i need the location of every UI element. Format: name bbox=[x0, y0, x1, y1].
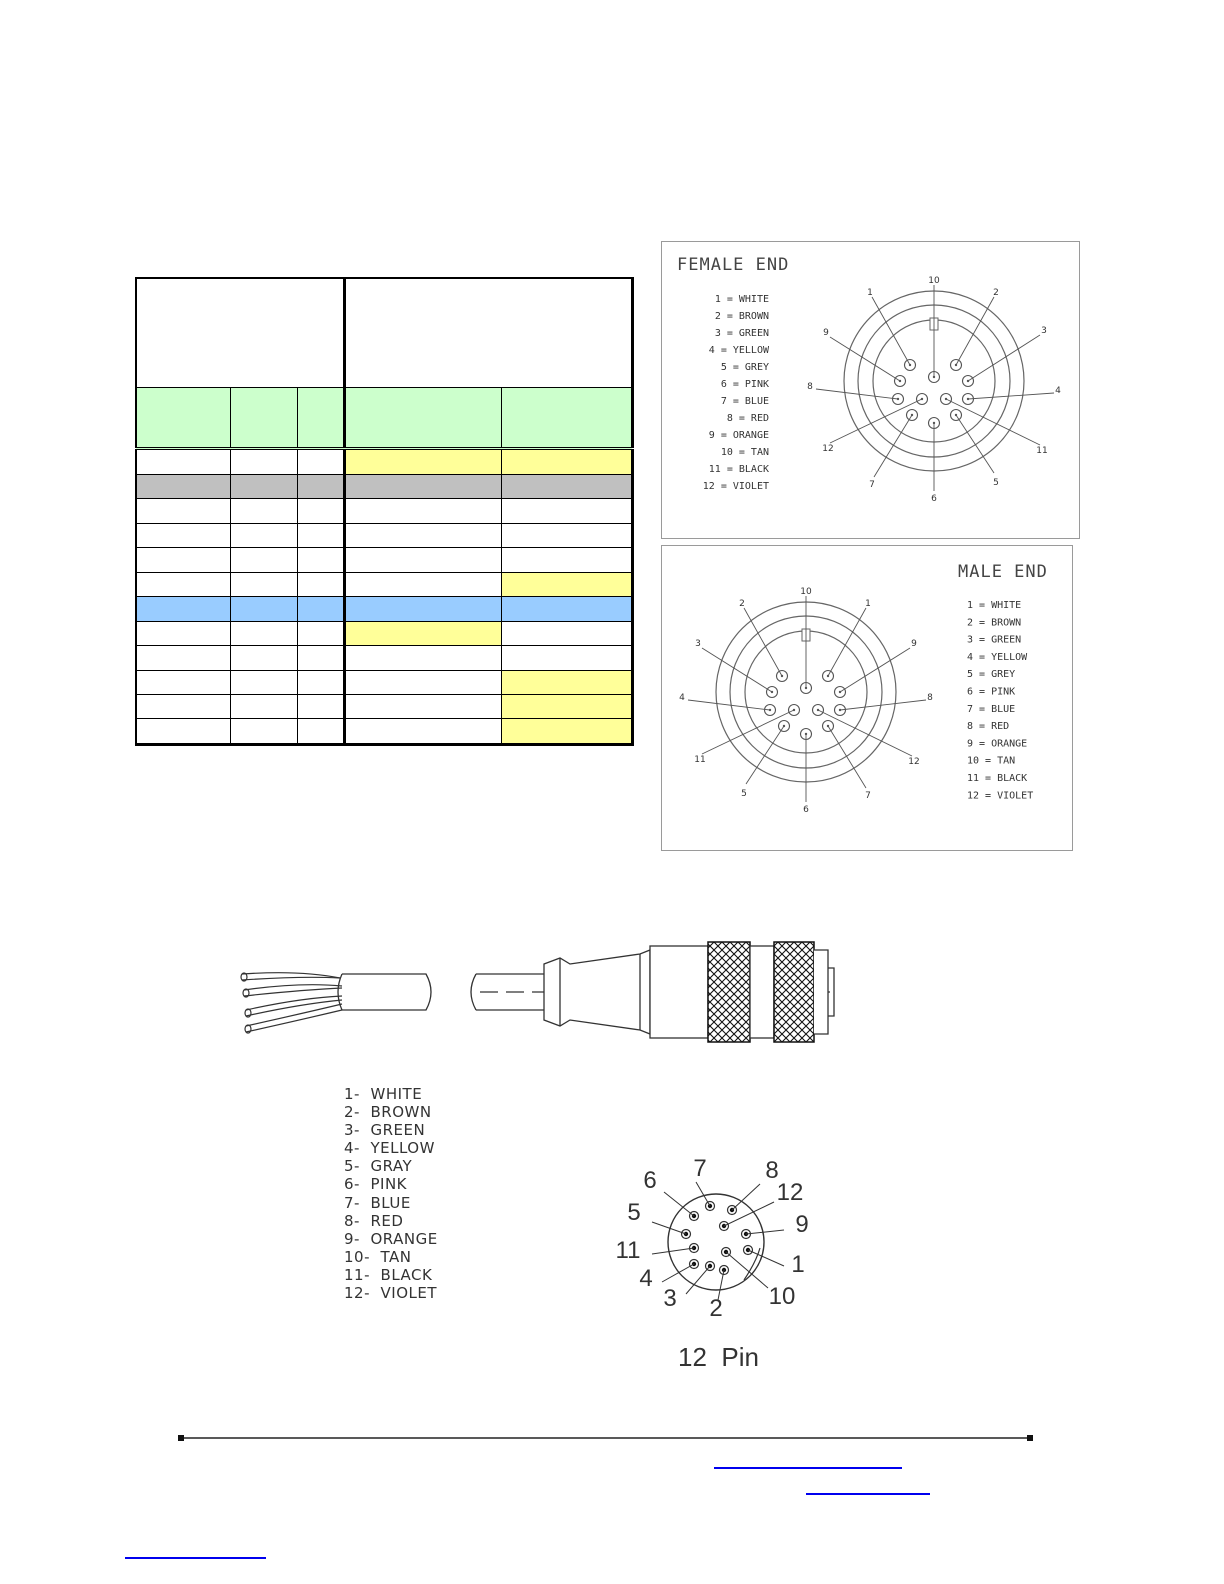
table-cell bbox=[136, 646, 230, 670]
table-header-row bbox=[136, 278, 632, 388]
pin-label: 9 bbox=[911, 639, 917, 649]
table-cell bbox=[344, 646, 501, 670]
pin-label: 7 bbox=[869, 480, 875, 490]
table-cell bbox=[136, 670, 230, 694]
pin-label: 5 bbox=[741, 789, 747, 799]
table-cell bbox=[230, 621, 297, 645]
pin-label: 4 bbox=[639, 1265, 653, 1292]
pin-label: 12 bbox=[822, 444, 834, 454]
table-cell bbox=[344, 523, 501, 547]
table-cell bbox=[230, 523, 297, 547]
table-cell bbox=[344, 694, 501, 718]
table-row bbox=[136, 474, 632, 498]
connector-body bbox=[650, 946, 708, 1038]
legend-entry: 3 = GREEN bbox=[714, 328, 769, 339]
cable-legend-entry: 8- RED bbox=[344, 1211, 404, 1230]
connector-tip bbox=[814, 950, 828, 1034]
cable-assembly-drawing bbox=[230, 930, 850, 1060]
table-cell bbox=[136, 499, 230, 523]
table-cell bbox=[344, 499, 501, 523]
legend-entry: 12 = VIOLET bbox=[702, 481, 769, 492]
male-legend bbox=[967, 600, 1033, 801]
cable-legend-entry: 9- ORANGE bbox=[344, 1229, 438, 1248]
pin-label: 6 bbox=[803, 805, 809, 815]
legend-entry: 7 = BLUE bbox=[720, 396, 769, 407]
table-subheader-cell bbox=[501, 388, 632, 449]
table-cell bbox=[501, 670, 632, 694]
table-cell bbox=[344, 670, 501, 694]
female-legend bbox=[703, 294, 770, 492]
table-cell bbox=[501, 523, 632, 547]
cable-legend-entry: 12- VIOLET bbox=[344, 1284, 438, 1303]
cable-legend-entry: 4- YELLOW bbox=[344, 1139, 435, 1158]
knurl-ring-2 bbox=[774, 942, 814, 1042]
table-cell bbox=[136, 449, 230, 474]
cable-legend-entry: 6- PINK bbox=[344, 1175, 408, 1194]
pin-label: 2 bbox=[739, 599, 745, 609]
pin-label: 1 bbox=[865, 599, 871, 609]
cable-legend-entry: 3- GREEN bbox=[344, 1121, 426, 1140]
table-cell bbox=[297, 548, 344, 572]
table-cell bbox=[136, 694, 230, 718]
legend-entry: 10 = TAN bbox=[967, 755, 1016, 767]
footer-link-underline-1[interactable] bbox=[714, 1467, 902, 1469]
table-row bbox=[136, 572, 632, 596]
pin-label: 2 bbox=[993, 288, 999, 298]
cable-jacket-left bbox=[338, 974, 431, 1010]
legend-entry: 6 = PINK bbox=[720, 379, 769, 390]
pin-label: 12 bbox=[908, 757, 920, 767]
legend-entry: 1 = WHITE bbox=[967, 600, 1022, 611]
table-subheader-cell bbox=[230, 388, 297, 449]
table-row bbox=[136, 621, 632, 645]
legend-entry: 2 = BROWN bbox=[967, 617, 1022, 629]
pin-label: 4 bbox=[1055, 386, 1061, 396]
pin-label: 3 bbox=[1041, 326, 1047, 336]
twelve-pin-connector bbox=[616, 1155, 809, 1322]
pin-label: 1 bbox=[791, 1251, 805, 1278]
pin-label: 2 bbox=[709, 1295, 723, 1322]
table-row bbox=[136, 670, 632, 694]
table-cell bbox=[230, 646, 297, 670]
table-cell bbox=[136, 548, 230, 572]
table-row bbox=[136, 597, 632, 621]
table-cell bbox=[344, 719, 501, 745]
pin-label: 8 bbox=[807, 382, 813, 392]
pin-label: 11 bbox=[1036, 446, 1048, 456]
table-cell bbox=[230, 719, 297, 745]
table-body bbox=[136, 449, 632, 745]
legend-entry: 1 = WHITE bbox=[714, 294, 769, 305]
legend-entry: 9 = ORANGE bbox=[708, 430, 769, 441]
table-subheader-cell bbox=[344, 388, 501, 449]
cable-legend-entry: 10- TAN bbox=[344, 1247, 412, 1266]
pin-label: 6 bbox=[931, 494, 937, 504]
knurl-ring-1 bbox=[708, 942, 750, 1042]
table-cell bbox=[501, 499, 632, 523]
table-row bbox=[136, 694, 632, 718]
pin-label: 12 bbox=[776, 1179, 804, 1206]
female-connector-face bbox=[807, 276, 1061, 504]
table-cell bbox=[230, 449, 297, 474]
legend-entry: 4 = YELLOW bbox=[967, 651, 1028, 663]
table-cell bbox=[136, 597, 230, 621]
pin-label: 7 bbox=[865, 791, 871, 801]
table-cell bbox=[136, 621, 230, 645]
legend-entry: 4 = YELLOW bbox=[708, 345, 769, 356]
pin-label: 9 bbox=[795, 1211, 809, 1238]
female-end-drawing bbox=[662, 242, 1079, 538]
table-cell bbox=[297, 621, 344, 645]
legend-entry: 8 = RED bbox=[726, 413, 769, 424]
table-cell bbox=[501, 548, 632, 572]
pin-label: 5 bbox=[627, 1199, 641, 1226]
table-cell bbox=[230, 499, 297, 523]
pin-label: 10 bbox=[768, 1283, 796, 1310]
table-cell bbox=[297, 694, 344, 718]
table-cell bbox=[344, 474, 501, 498]
table-cell bbox=[297, 523, 344, 547]
pin-label: 8 bbox=[927, 693, 933, 703]
pin-label: 7 bbox=[693, 1155, 707, 1182]
wire-ends bbox=[241, 973, 342, 1033]
male-end-drawing bbox=[662, 546, 1072, 850]
table-subheader-cell bbox=[136, 388, 230, 449]
table-cell bbox=[230, 597, 297, 621]
twelve-pin-face-drawing bbox=[610, 1150, 830, 1380]
table-subheader-cell bbox=[297, 388, 344, 449]
legend-entry: 5 = GREY bbox=[967, 669, 1016, 681]
cable-legend-entry: 1- WHITE bbox=[344, 1085, 423, 1103]
table-cell bbox=[297, 646, 344, 670]
table-cell bbox=[297, 670, 344, 694]
pin-label: 9 bbox=[823, 328, 829, 338]
table-header-cell-left bbox=[136, 278, 344, 388]
footer-rule bbox=[175, 1430, 1037, 1446]
table-cell bbox=[344, 597, 501, 621]
table-cell bbox=[501, 474, 632, 498]
table-cell bbox=[136, 719, 230, 745]
pin-label: 5 bbox=[993, 478, 999, 488]
table-cell bbox=[230, 670, 297, 694]
table-cell bbox=[344, 572, 501, 596]
table-cell bbox=[501, 719, 632, 745]
table-row bbox=[136, 499, 632, 523]
table-cell bbox=[344, 621, 501, 645]
table-subheader-row bbox=[136, 388, 632, 449]
pin-label: 11 bbox=[694, 755, 706, 765]
legend-entry: 5 = GREY bbox=[720, 362, 769, 373]
table-cell bbox=[230, 694, 297, 718]
table-cell bbox=[297, 719, 344, 745]
male-end-diagram bbox=[661, 545, 1073, 851]
table-cell bbox=[136, 523, 230, 547]
male-end-title: MALE END bbox=[958, 562, 1048, 582]
table-row bbox=[136, 646, 632, 670]
table-header-cell-right bbox=[344, 278, 632, 388]
table-cell bbox=[501, 621, 632, 645]
table-row bbox=[136, 548, 632, 572]
cable-color-legend bbox=[344, 1085, 484, 1302]
connector-boot bbox=[544, 950, 650, 1034]
legend-entry: 11 = BLACK bbox=[967, 773, 1028, 784]
legend-entry: 8 = RED bbox=[967, 721, 1010, 733]
legend-entry: 3 = GREEN bbox=[967, 634, 1022, 646]
legend-entry: 6 = PINK bbox=[967, 686, 1016, 698]
twelve-pin-caption: 12 Pin bbox=[678, 1342, 759, 1372]
footer-link-underline-2[interactable] bbox=[806, 1493, 930, 1495]
table-cell bbox=[501, 572, 632, 596]
table-cell bbox=[136, 474, 230, 498]
pin-label: 8 bbox=[765, 1157, 779, 1184]
table-cell bbox=[344, 449, 501, 474]
pin-label: 6 bbox=[643, 1167, 657, 1194]
table-cell bbox=[501, 694, 632, 718]
table-row bbox=[136, 523, 632, 547]
female-end-title: FEMALE END bbox=[677, 255, 790, 275]
table-cell bbox=[297, 449, 344, 474]
pin-label: 3 bbox=[663, 1285, 677, 1312]
table-cell bbox=[297, 597, 344, 621]
legend-entry: 10 = TAN bbox=[720, 447, 769, 458]
table-row bbox=[136, 719, 632, 745]
legend-entry: 7 = BLUE bbox=[967, 703, 1016, 715]
legend-entry: 9 = ORANGE bbox=[967, 738, 1028, 750]
cable-legend-entry: 2- BROWN bbox=[344, 1103, 432, 1122]
connector-body-mid bbox=[750, 946, 774, 1038]
cable-legend-entry: 7- BLUE bbox=[344, 1193, 411, 1212]
pin-label: 4 bbox=[679, 693, 685, 703]
pin-label: 1 bbox=[867, 288, 873, 298]
male-connector-face bbox=[679, 587, 933, 815]
table-cell bbox=[344, 548, 501, 572]
table-cell bbox=[230, 572, 297, 596]
pin-label: 10 bbox=[800, 587, 812, 597]
table-cell bbox=[230, 474, 297, 498]
table-cell bbox=[297, 499, 344, 523]
cable-legend-entry: 5- GRAY bbox=[344, 1157, 413, 1176]
table-cell bbox=[136, 572, 230, 596]
legend-entry: 12 = VIOLET bbox=[967, 790, 1034, 802]
table-cell bbox=[501, 449, 632, 474]
table-cell bbox=[297, 572, 344, 596]
cable-legend-entry: 11- BLACK bbox=[344, 1265, 433, 1284]
table-cell bbox=[297, 474, 344, 498]
table-row bbox=[136, 449, 632, 474]
legend-entry: 11 = BLACK bbox=[708, 464, 769, 475]
female-end-diagram bbox=[661, 241, 1080, 539]
table-cell bbox=[501, 646, 632, 670]
table-cell bbox=[501, 597, 632, 621]
pin-label: 11 bbox=[615, 1237, 641, 1264]
pin-label: 10 bbox=[928, 276, 940, 286]
table-cell bbox=[230, 548, 297, 572]
pin-label: 3 bbox=[695, 639, 701, 649]
legend-entry: 2 = BROWN bbox=[714, 311, 769, 322]
pinout-table bbox=[135, 277, 634, 746]
footer-link-underline-3[interactable] bbox=[125, 1557, 266, 1559]
